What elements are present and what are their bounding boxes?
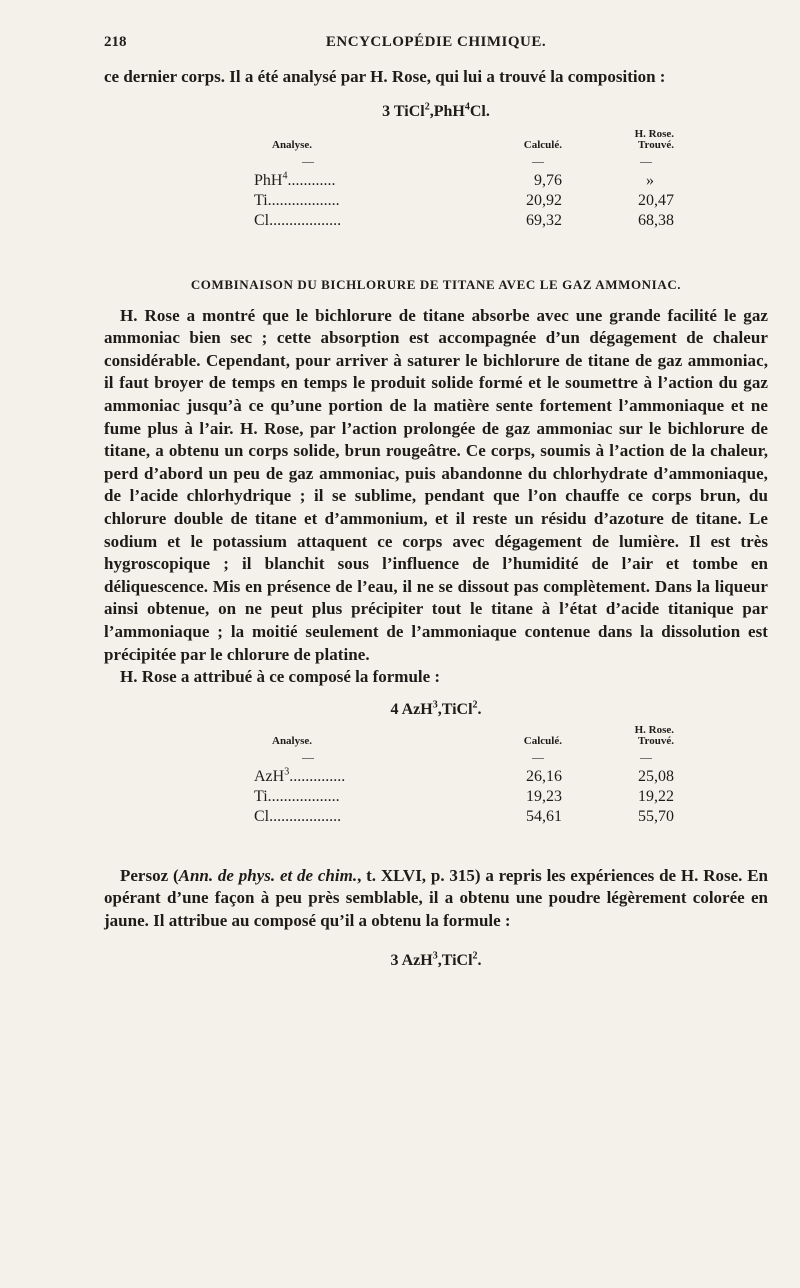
formula-4azh3-ticl2: 4 AzH$^3$,TiCl$^2$.	[390, 699, 482, 718]
table-row: Cl.................. 69,32 68,38	[254, 211, 674, 229]
intro-paragraph: ce dernier corps. Il a été analysé par H. Rose, qui lui a trouvé la composition :	[104, 67, 666, 86]
paragraph-persoz: Persoz (Ann. de phys. et de chim., t. XLVI, p. 315) a repris les expériences de H. Rose. En opérant d’une façon à peu près semblable, il a obtenu une poudre légèrement colorée en jaune. Il attribue au composé qu’il a obtenu la formule :	[104, 865, 768, 930]
formula-3azh3-ticl2: 3 AzH$^3$,TiCl$^2$.	[390, 951, 482, 970]
header-found: H. Rose. Trouvé.	[634, 127, 674, 151]
header-calc: Calculé.	[523, 138, 562, 151]
header-calc: Calculé.	[523, 734, 562, 747]
formula-3ticl2-phh4cl: 3 TiCl$^2$,PhH$^4$Cl.	[382, 101, 490, 120]
dash-row: — — —	[302, 153, 652, 168]
running-header	[104, 34, 768, 56]
analysis-table-1	[254, 129, 674, 231]
paragraph-rose-absorption: H. Rose a montré que le bichlorure de titane absorbe avec une grande facilité le gaz ammoniac bien sec ; cette absorption est accompagnée d’un dégagement de chaleur considérable. Cependant, pour arriver à saturer le bichlorure de titane de gaz ammoniac, il faut broyer de temps en temps le produit solide formé et le soumettre à l’action du gaz ammoniac jusqu’à ce qu’une portion de la matière sente fortement l’ammoniaque et ne fume plus à l’air. H. Rose, par l’action prolongée de gaz ammoniac sur le bichlorure de titane, a obtenu un corps solide, brun rougeâtre. Ce corps, soumis à l’action de la chaleur, perd d’abord un peu de gaz ammoniac, puis abandonne du chlorhydrate d’ammoniaque, de l’acide chlorhydrique ; il se sublime, pendant que l’on chauffe ce corps brun, du chlorure double de titane et d’ammonium, et il reste un résidu d’azoture de titane. Le sodium et le potassium attaquent ce corps avec dégagement de lumière. Il est très hygroscopique ; il blanchit sous l’influence de l’humidité de l’air et tombe en déliquescence. Mis en présence de l’eau, il ne se dissout pas complètement. Dans la liqueur ainsi obtenue, on ne peut plus précipiter tout le titane à l’état d’acide titanique par l’ammoniaque ; la moitié seulement de l’ammoniaque contenue dans la dissolution est précipitée par le chlorure de platine.	[104, 305, 768, 664]
table-header-row	[254, 725, 674, 747]
table-row: PhH$^4$............ 9,76 »	[254, 170, 654, 189]
table-row: AzH$^3$.............. 26,16 25,08	[254, 766, 674, 785]
header-found: H. Rose. Trouvé.	[634, 723, 674, 747]
table-row: Ti.................. 20,92 20,47	[254, 191, 674, 209]
header-analysis: Analyse.	[272, 138, 313, 151]
table-row: Ti.................. 19,23 19,22	[254, 787, 674, 805]
citation: Ann. de phys. et de chim.	[178, 865, 358, 885]
paragraph-rose-formula: H. Rose a attribué à ce composé la formule :	[120, 667, 441, 687]
dash-row: — — —	[302, 749, 652, 764]
header-analysis: Analyse.	[272, 734, 313, 747]
analysis-table-2	[254, 725, 674, 827]
section-title: COMBINAISON DU BICHLORURE DE TITANE AVEC LE GAZ AMMONIAC.	[190, 276, 682, 292]
running-title: ENCYCLOPÉDIE CHIMIQUE.	[325, 34, 547, 50]
page	[104, 34, 768, 970]
table-row: Cl.................. 54,61 55,70	[254, 807, 674, 825]
table-header-row	[254, 129, 674, 151]
page-number: 218	[104, 34, 127, 50]
